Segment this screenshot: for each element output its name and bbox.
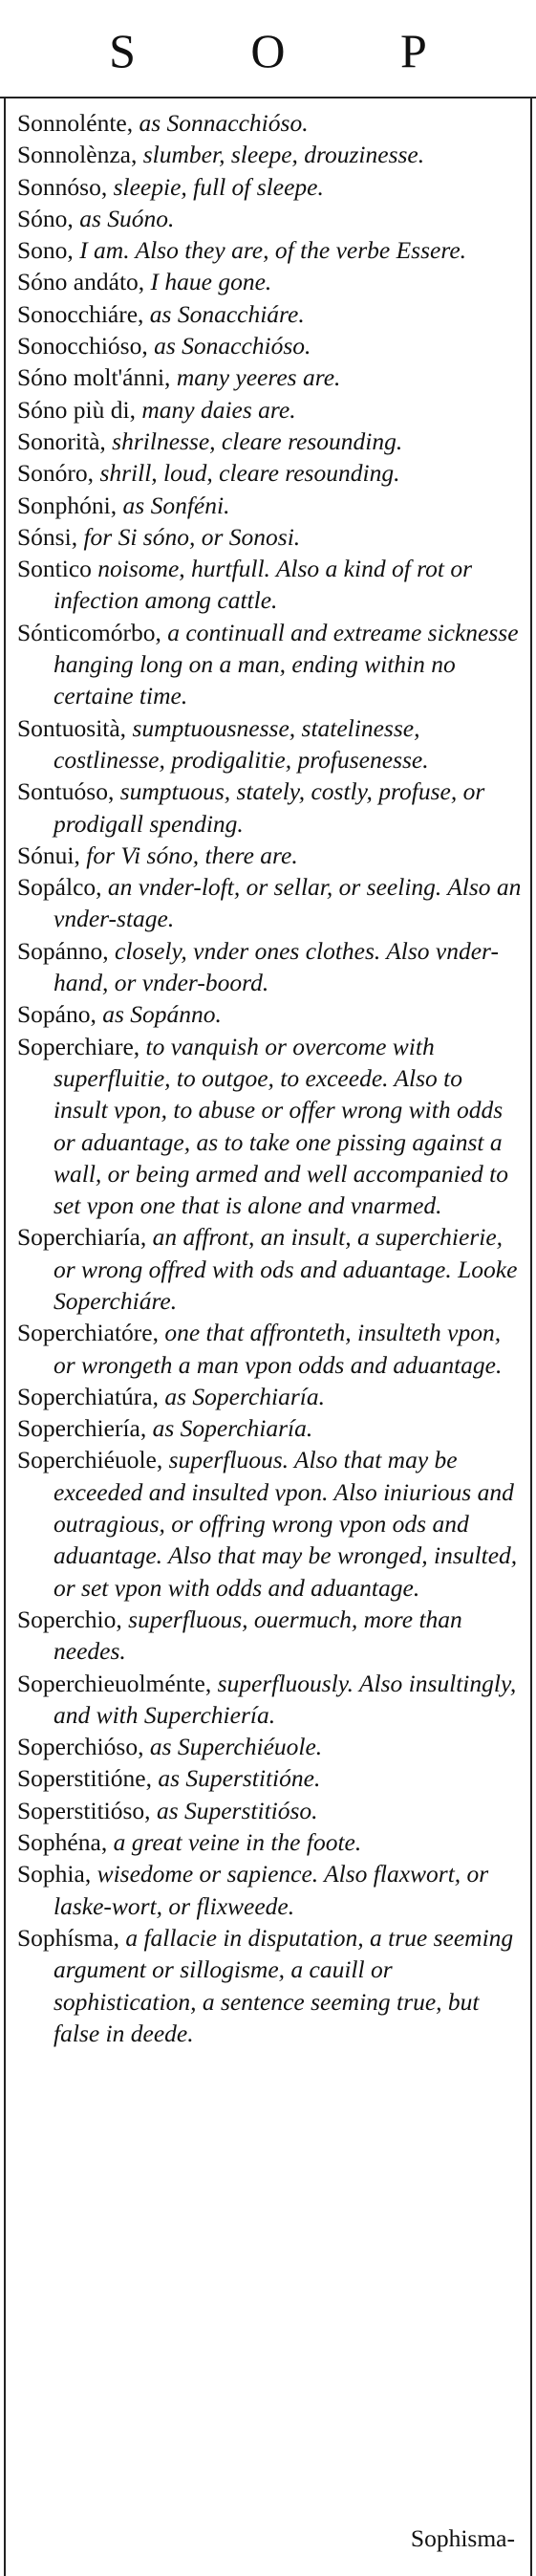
dictionary-entry: [17, 234, 522, 266]
dictionary-entry: [17, 1795, 522, 1826]
dictionary-entry: [17, 330, 522, 361]
entry-definition: I haue gone.: [144, 268, 272, 296]
entry-headword: Sóno andáto,: [17, 268, 145, 296]
entry-definition: a fallacie in disputation, a true seeming argument or sillogisme, a cauill or sophistication, a sentence seeming true, but false in deede.: [54, 1923, 514, 2047]
entry-headword: Sontuóso,: [17, 777, 115, 806]
entry-definition: sumptuousnesse, statelinesse, costlinesse, prodigalitie, profusenesse.: [54, 713, 429, 774]
entry-definition: one that affronteth, insulteth vpon, or wrongeth a man vpon odds and aduantage.: [54, 1319, 503, 1379]
dictionary-entry: [17, 1731, 522, 1762]
entry-definition: many yeeres are.: [170, 363, 341, 392]
entry-headword: Sonphóni,: [17, 491, 118, 519]
entry-headword: Sónsi,: [17, 522, 78, 551]
entry-headword: Soperchiatóre,: [17, 1319, 159, 1347]
entry-list: [17, 107, 522, 2049]
entry-definition: to vanquish or overcome with superfluitie, to outgoe, to exceede. Also to insult vpon, to abuse or offer wrong with odds or aduantage, as to take one pissing against a wall, or being armed and well accompanied to set vpon one that is alone and vnarmed.: [54, 1032, 508, 1220]
entry-headword: Soperchiéuole,: [17, 1446, 163, 1474]
entry-definition: slumber, sleepe, drouzinesse.: [137, 141, 425, 169]
running-head: S O P: [109, 24, 479, 77]
entry-headword: Sopánno,: [17, 936, 109, 965]
dictionary-entry: [17, 1762, 522, 1794]
entry-headword: Sónui,: [17, 840, 80, 869]
entry-definition: superfluous. Also that may be exceeded and insulted vpon. Also iniurious and outragious, or offring wrong vpon ods and aduantage. Also that may be wronged, insulted, or set vpon with odds and aduantage.: [54, 1446, 518, 1602]
dictionary-entry: [17, 298, 522, 330]
dictionary-entry: [17, 1826, 522, 1858]
entry-definition: as Sonnacchióso.: [133, 109, 309, 137]
entry-definition: as Soperchiaría.: [158, 1382, 325, 1410]
page-header: [0, 0, 536, 96]
entry-headword: Soperchióso,: [17, 1733, 144, 1761]
entry-headword: Sophia,: [17, 1860, 92, 1888]
entry-headword: Sonocchióso,: [17, 332, 148, 360]
entry-headword: Sóno molt'ánni,: [17, 363, 171, 392]
entry-headword: Sono,: [17, 236, 74, 265]
dictionary-entry: [17, 521, 522, 553]
entry-headword: Sopálco,: [17, 873, 102, 902]
entry-definition: as Sonacchióso.: [147, 332, 311, 360]
entry-headword: Sophéna,: [17, 1828, 108, 1857]
entry-definition: as Sonacchiáre.: [143, 299, 305, 328]
entry-headword: Sontico: [17, 555, 92, 583]
entry-definition: as Superstitióne.: [151, 1764, 321, 1793]
entry-definition: sleepie, full of sleepe.: [107, 172, 324, 201]
dictionary-entry: [17, 775, 522, 840]
entry-headword: Sóno,: [17, 204, 74, 232]
entry-headword: Sophísma,: [17, 1923, 119, 1952]
entry-headword: Soperstitióne,: [17, 1764, 152, 1793]
entry-definition: as Sopánno.: [96, 1000, 222, 1029]
entry-definition: for Si sóno, or Sonosi.: [77, 522, 301, 551]
entry-definition: for Vi sóno, there are.: [79, 840, 298, 869]
entry-headword: Soperchiatúra,: [17, 1382, 159, 1410]
dictionary-entry: [17, 266, 522, 297]
entry-headword: Sonorità,: [17, 426, 106, 455]
entry-headword: Sonnolènza,: [17, 141, 138, 169]
entry-headword: Sonnolénte,: [17, 109, 134, 137]
entry-definition: an vnder-loft, or sellar, or seeling. Also an vnder-stage.: [54, 873, 522, 933]
entry-headword: Soperchio,: [17, 1605, 122, 1633]
entry-definition: as Superstitióso.: [150, 1796, 318, 1824]
dictionary-entry: [17, 394, 522, 426]
entry-definition: as Suóno.: [73, 204, 175, 232]
entry-definition: a great veine in the foote.: [107, 1828, 362, 1857]
entry-headword: Soperchiaría,: [17, 1223, 147, 1252]
entry-definition: superfluous, ouermuch, more than needes.: [54, 1605, 462, 1666]
entry-headword: Sonocchiáre,: [17, 299, 144, 328]
dictionary-entry: [17, 1858, 522, 1922]
dictionary-entry: [17, 935, 522, 999]
entry-definition: as Sonféni.: [117, 491, 230, 519]
entry-definition: a continuall and extreame sicknesse hanging long on a man, ending within no certaine time.: [54, 618, 519, 710]
header-rule: [0, 97, 536, 98]
entry-headword: Soperchieuolménte,: [17, 1669, 212, 1697]
dictionary-entry: [17, 1604, 522, 1668]
dictionary-entry: [17, 1412, 522, 1444]
entry-headword: Soperstitióso,: [17, 1796, 151, 1824]
dictionary-entry: [17, 139, 522, 170]
dictionary-entry: [17, 1317, 522, 1381]
dictionary-entry: [17, 617, 522, 712]
dictionary-entry: [17, 1031, 522, 1222]
dictionary-entry: [17, 107, 522, 139]
catchword: Sophisma-: [410, 2524, 515, 2552]
dictionary-entry: [17, 490, 522, 521]
entry-definition: shrilnesse, cleare resounding.: [105, 426, 403, 455]
entry-definition: many daies are.: [135, 395, 296, 424]
dictionary-entry: [17, 712, 522, 776]
entry-definition: as Superchiéuole.: [143, 1733, 323, 1761]
entry-headword: Sónticomórbo,: [17, 618, 161, 646]
dictionary-entry: [17, 171, 522, 203]
dictionary-entry: [17, 1922, 522, 2049]
dictionary-entry: [17, 840, 522, 871]
dictionary-entry: [17, 1444, 522, 1603]
dictionary-entry: [17, 998, 522, 1030]
entry-headword: Soperchiería,: [17, 1414, 147, 1443]
entry-definition: shrill, loud, cleare resounding.: [94, 459, 400, 488]
entry-headword: Sonóro,: [17, 459, 95, 488]
entry-headword: Sontuosità,: [17, 713, 127, 742]
entry-headword: Sopáno,: [17, 1000, 96, 1029]
entry-headword: Sóno più di,: [17, 395, 136, 424]
entry-headword: Sonnóso,: [17, 172, 108, 201]
entry-definition: closely, vnder ones clothes. Also vnder-hand, or vnder-boord.: [54, 936, 499, 997]
entry-definition: as Soperchiaría.: [146, 1414, 313, 1443]
dictionary-entry: [17, 1381, 522, 1412]
entry-definition: wisedome or sapience. Also flaxwort, or laske-wort, or flixweede.: [54, 1860, 489, 1920]
right-column-rule: [530, 97, 532, 2576]
dictionary-entry: [17, 361, 522, 393]
dictionary-entry: [17, 426, 522, 457]
left-column-rule: [4, 97, 6, 2576]
dictionary-entry: [17, 1668, 522, 1732]
entry-definition: an affront, an insult, a superchierie, or wrong offred with ods and aduantage. Looke Soperchiáre.: [54, 1223, 518, 1315]
entry-definition: superfluously. Also insultingly, and with Superchiería.: [54, 1669, 517, 1729]
dictionary-entry: [17, 457, 522, 489]
entry-definition: noisome, hurtfull. Also a kind of rot or infection among cattle.: [54, 555, 473, 615]
entry-definition: I am. Also they are, of the verbe Essere.: [73, 236, 467, 265]
entry-headword: Soperchiare,: [17, 1032, 140, 1060]
dictionary-entry: [17, 203, 522, 234]
entry-definition: sumptuous, stately, costly, profuse, or prodigall spending.: [54, 777, 485, 838]
dictionary-entry: [17, 1221, 522, 1317]
dictionary-entry: [17, 553, 522, 617]
dictionary-entry: [17, 871, 522, 935]
